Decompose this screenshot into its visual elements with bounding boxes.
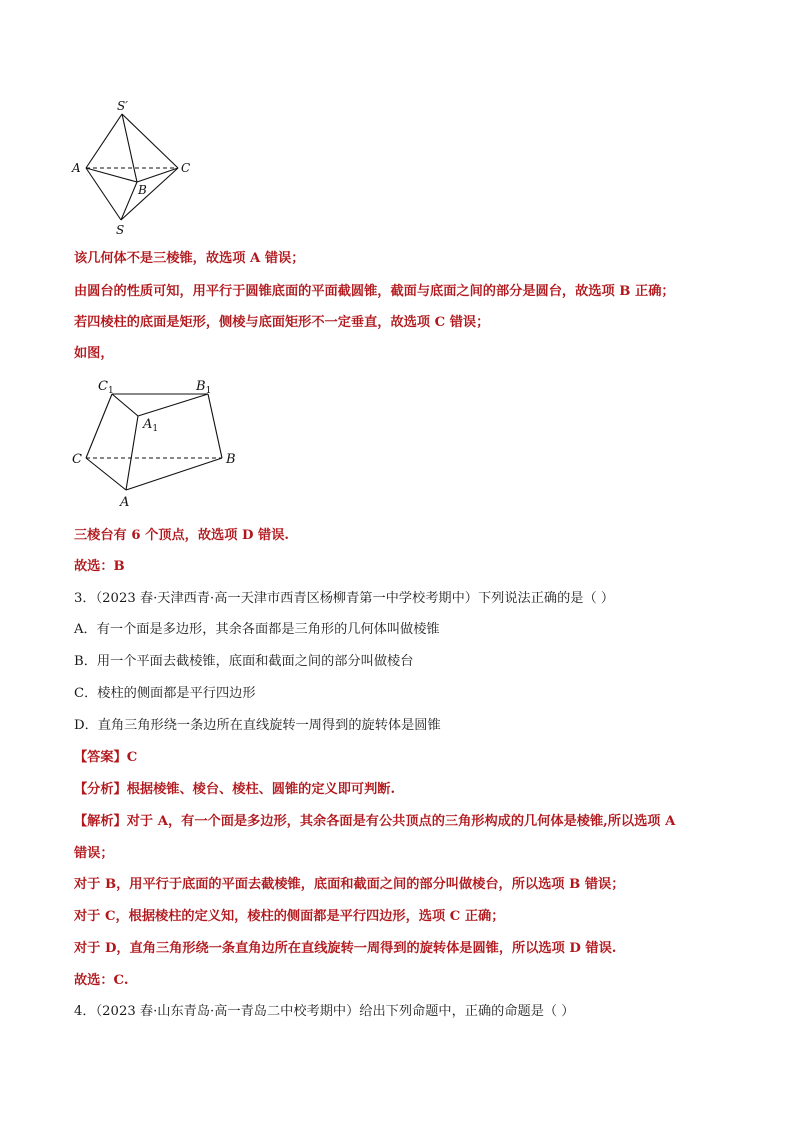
edge-sprime-b [122,114,137,182]
q4-stem: 4．（2023 春·山东青岛·高一青岛二中校考期中）给出下列命题中，正确的命题是（ ） [74,1004,575,1019]
q3-option-c: C．棱柱的侧面都是平行四边形 [74,686,256,701]
q3-choice: 故选：C. [74,973,129,988]
q3-option-d: D．直角三角形绕一条边所在直线旋转一周得到的旋转体是圆锥 [74,718,441,733]
label-c1: $C_1$ [98,379,114,396]
q3-analysis: 【分析】根据棱锥、棱台、棱柱、圆锥的定义即可判断. [74,782,396,797]
q3-explain-2: 错误； [74,846,114,861]
label-a1: $A_1$ [143,417,159,434]
edge-c-a [86,458,126,490]
label-c: C [72,452,82,467]
label-s-prime: S′ [117,99,128,113]
edge-b-c [137,168,178,182]
sol2-choice: 故选：B [74,559,125,574]
q3-explain-4: 对于 C，根据棱柱的定义知，棱柱的侧面都是平行四边形，选项 C 正确； [74,909,505,924]
sol2-line-d: 三棱台有 6 个顶点，故选项 D 错误. [74,528,290,543]
label-b: B [226,452,236,467]
edge-c1-a1 [112,394,138,416]
label-s: S [116,223,125,237]
sol2-line-b: 由圆台的性质可知，用平行于圆锥底面的平面截圆锥，截面与底面之间的部分是圆台，故选项 B 正确； [74,284,675,299]
sol2-line-a: 该几何体不是三棱锥，故选项 A 错误； [74,251,305,266]
label-b: B [138,183,147,197]
frustum-figure [66,372,246,514]
q3-option-b: B．用一个平面去截棱锥，底面和截面之间的部分叫做棱台 [74,654,414,669]
q3-option-a: A．有一个面是多边形，其余各面都是三角形的几何体叫做棱锥 [74,622,440,637]
label-b1: $B_1$ [196,379,212,396]
edge-b-s [121,182,137,220]
q3-stem: 3．（2023 春·天津西青·高一天津市西青区杨柳青第一中学校考期中）下列说法正确的是（ ） [74,591,615,606]
sol2-line-c: 若四棱柱的底面是矩形，侧棱与底面矩形不一定垂直，故选项 C 错误； [74,315,490,330]
edge-a-a1 [126,416,138,490]
label-c: C [181,161,191,175]
edge-sprime-c [122,114,178,168]
edge-b-b1 [208,394,222,458]
q3-explain-1: 【解析】对于 A，有一个面是多边形，其余各面是有公共顶点的三角形构成的几何体是棱锥,所以选项 A [74,814,676,829]
q3-explain-5: 对于 D，直角三角形绕一条直角边所在直线旋转一周得到的旋转体是圆锥，所以选项 D 错误. [74,941,617,956]
label-a: A [120,495,130,510]
edge-a1-b1 [138,394,208,416]
q3-answer: 【答案】C [74,750,138,765]
bipyramid-figure [66,98,206,240]
q3-explain-3: 对于 B，用平行于底面的平面去截棱锥，底面和截面之间的部分叫做棱台，所以选项 B 错误； [74,877,625,892]
edge-c-c1 [86,394,112,458]
edge-sprime-a [86,114,122,168]
edge-a-b [126,458,222,490]
edge-c-s [121,168,178,220]
label-a: A [72,161,81,175]
sol2-as-figure: 如图， [74,346,114,361]
